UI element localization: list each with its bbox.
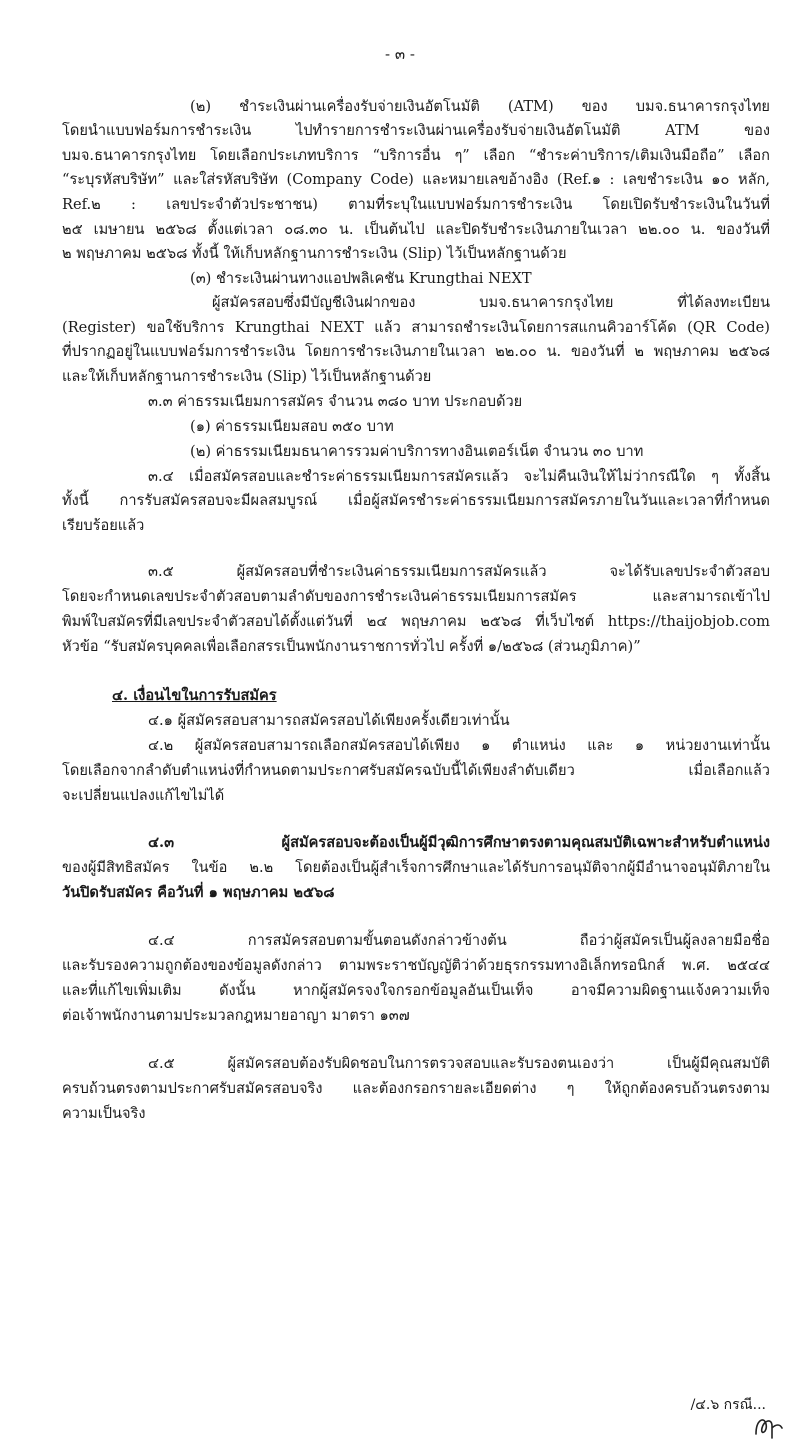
paragraph-line: พิมพ์ใบสมัครที่มีเลขประจำตัวสอบได้ตั้งแต่วันที่ ๒๔ พฤษภาคม ๒๕๖๘ ที่เว็บไซต์ https://thaijobjob.com — [62, 613, 770, 630]
paragraph-line: Ref.๒ : เลขประจำตัวประชาชน) ตามที่ระบุในแบบฟอร์มการชำระเงิน โดยเปิดรับชำระเงินในวันที่ — [62, 196, 770, 213]
paragraph-line: ๔.๑ ผู้สมัครสอบสามารถสมัครสอบได้เพียงครั้งเดียวเท่านั้น — [148, 712, 510, 729]
paragraph-line: วันปิดรับสมัคร คือวันที่ ๑ พฤษภาคม ๒๕๖๘ — [62, 884, 335, 901]
paragraph-line: (๒) ชำระเงินผ่านเครื่องรับจ่ายเงินอัตโนมัติ (ATM) ของ บมจ.ธนาคารกรุงไทย — [190, 98, 770, 115]
paragraph-line: และให้เก็บหลักฐานการชำระเงิน (Slip) ไว้เป็นหลักฐานด้วย — [62, 368, 432, 385]
paragraph-line: (Register) ขอใช้บริการ Krungthai NEXT แล้ว สามารถชำระเงินโดยการสแกนคิวอาร์โค้ด (QR Code) — [62, 319, 770, 336]
paragraph-line: ๔.๒ ผู้สมัครสอบสามารถเลือกสมัครสอบได้เพียง ๑ ตำแหน่ง และ ๑ หน่วยงานเท่านั้น — [148, 737, 770, 754]
paragraph-line: หัวข้อ “รับสมัครบุคคลเพื่อเลือกสรรเป็นพนักงานราชการทั่วไป ครั้งที่ ๑/๒๕๖๘ (ส่วนภูมิภาค)” — [62, 638, 641, 655]
paragraph-line: และรับรองความถูกต้องของข้อมูลดังกล่าว ตามพระราชบัญญัติว่าด้วยธุรกรรมทางอิเล็กทรอนิกส์ พ.ศ. ๒๕๔๔ — [62, 957, 770, 974]
paragraph-line: (๑) ค่าธรรมเนียมสอบ ๓๕๐ บาท — [190, 418, 394, 435]
paragraph-line: ๒๕ เมษายน ๒๕๖๘ ตั้งแต่เวลา ๐๘.๓๐ น. เป็นต้นไป และปิดรับชำระเงินภายในเวลา ๒๒.๐๐ น. ของวันที่ — [62, 221, 770, 238]
page-number: - ๓ - — [385, 45, 415, 63]
paragraph-line: ๔.๓ ผู้สมัครสอบจะต้องเป็นผู้มีวุฒิการศึกษาตรงตามคุณสมบัติเฉพาะสำหรับตำแหน่ง — [148, 834, 770, 851]
paragraph-line: (๓) ชำระเงินผ่านทางแอปพลิเคชัน Krungthai NEXT — [190, 270, 532, 287]
paragraph-line: โดยนำแบบฟอร์มการชำระเงิน ไปทำรายการชำระเงินผ่านเครื่องรับจ่ายเงินอัตโนมัติ ATM ของ — [62, 122, 770, 139]
paragraph-line: โดยเลือกจากลำดับตำแหน่งที่กำหนดตามประกาศรับสมัครฉบับนี้ได้เพียงลำดับเดียว เมื่อเลือกแล้ว — [62, 762, 770, 779]
signature-mark — [750, 1410, 786, 1442]
paragraph-line: (๒) ค่าธรรมเนียมธนาคารรวมค่าบริการทางอินเตอร์เน็ต จำนวน ๓๐ บาท — [190, 443, 644, 460]
paragraph-line: ๔.๔ การสมัครสอบตามขั้นตอนดังกล่าวข้างต้น ถือว่าผู้สมัครเป็นผู้ลงลายมือชื่อ — [148, 932, 770, 949]
paragraph-line: ที่ปรากฏอยู่ในแบบฟอร์มการชำระเงิน โดยการชำระเงินภายในเวลา ๒๒.๐๐ น. ของวันที่ ๒ พฤษภาคม ๒๕๖๘ — [62, 343, 770, 360]
paragraph-line: ๔.๕ ผู้สมัครสอบต้องรับผิดชอบในการตรวจสอบและรับรองตนเองว่า เป็นผู้มีคุณสมบัติ — [148, 1055, 770, 1072]
paragraph-line: บมจ.ธนาคารกรุงไทย โดยเลือกประเภทบริการ “บริการอื่น ๆ” เลือก “ชำระค่าบริการ/เติมเงินมือถือ” เลือก — [62, 147, 770, 164]
paragraph-line: ต่อเจ้าพนักงานตามประมวลกฎหมายอาญา มาตรา ๑๓๗ — [62, 1007, 410, 1024]
paragraph-line: เรียบร้อยแล้ว — [62, 517, 145, 534]
paragraph-line: จะเปลี่ยนแปลงแก้ไขไม่ได้ — [62, 787, 225, 804]
paragraph-line: ของผู้มีสิทธิสมัคร ในข้อ ๒.๒ โดยต้องเป็นผู้สำเร็จการศึกษาและได้รับการอนุมัติจากผู้มีอำนาจอนุมัติภายใน — [62, 859, 770, 876]
paragraph-line: ๒ พฤษภาคม ๒๕๖๘ ทั้งนี้ ให้เก็บหลักฐานการชำระเงิน (Slip) ไว้เป็นหลักฐานด้วย — [62, 245, 567, 262]
paragraph-line: ความเป็นจริง — [62, 1105, 146, 1122]
paragraph-line: ครบถ้วนตรงตามประกาศรับสมัครสอบจริง และต้องกรอกรายละเอียดต่าง ๆ ให้ถูกต้องครบถ้วนตรงตาม — [62, 1080, 770, 1097]
paragraph-line: “ระบุรหัสบริษัท” และใส่รหัสบริษัท (Company Code) และหมายเลขอ้างอิง (Ref.๑ : เลขชำระเงิน ๑๐ หลัก, — [62, 171, 770, 188]
paragraph-line: ทั้งนี้ การรับสมัครสอบจะมีผลสมบูรณ์ เมื่อผู้สมัครชำระค่าธรรมเนียมการสมัครภายในวันและเวลาที่กำหนด — [62, 492, 770, 509]
paragraph-line: โดยจะกำหนดเลขประจำตัวสอบตามลำดับของการชำระเงินค่าธรรมเนียมการสมัคร และสามารถเข้าไป — [62, 588, 770, 605]
paragraph-line: ๓.๓ ค่าธรรมเนียมการสมัคร จำนวน ๓๘๐ บาท ประกอบด้วย — [148, 393, 523, 410]
paragraph-line: และที่แก้ไขเพิ่มเติม ดังนั้น หากผู้สมัครจงใจกรอกข้อมูลอันเป็นเท็จ อาจมีความผิดฐานแจ้งความเท็จ — [62, 982, 770, 999]
continuation-note: /๔.๖ กรณี... — [690, 1397, 766, 1413]
paragraph-line: ผู้สมัครสอบซึ่งมีบัญชีเงินฝากของ บมจ.ธนาคารกรุงไทย ที่ได้ลงทะเบียน — [212, 294, 770, 311]
paragraph-line: ๓.๕ ผู้สมัครสอบที่ชำระเงินค่าธรรมเนียมการสมัครแล้ว จะได้รับเลขประจำตัวสอบ — [148, 563, 770, 580]
section-heading: ๔. เงื่อนไขในการรับสมัคร — [112, 687, 277, 704]
paragraph-line: ๓.๔ เมื่อสมัครสอบและชำระค่าธรรมเนียมการสมัครแล้ว จะไม่คืนเงินให้ไม่ว่ากรณีใด ๆ ทั้งสิ้น — [148, 468, 770, 485]
